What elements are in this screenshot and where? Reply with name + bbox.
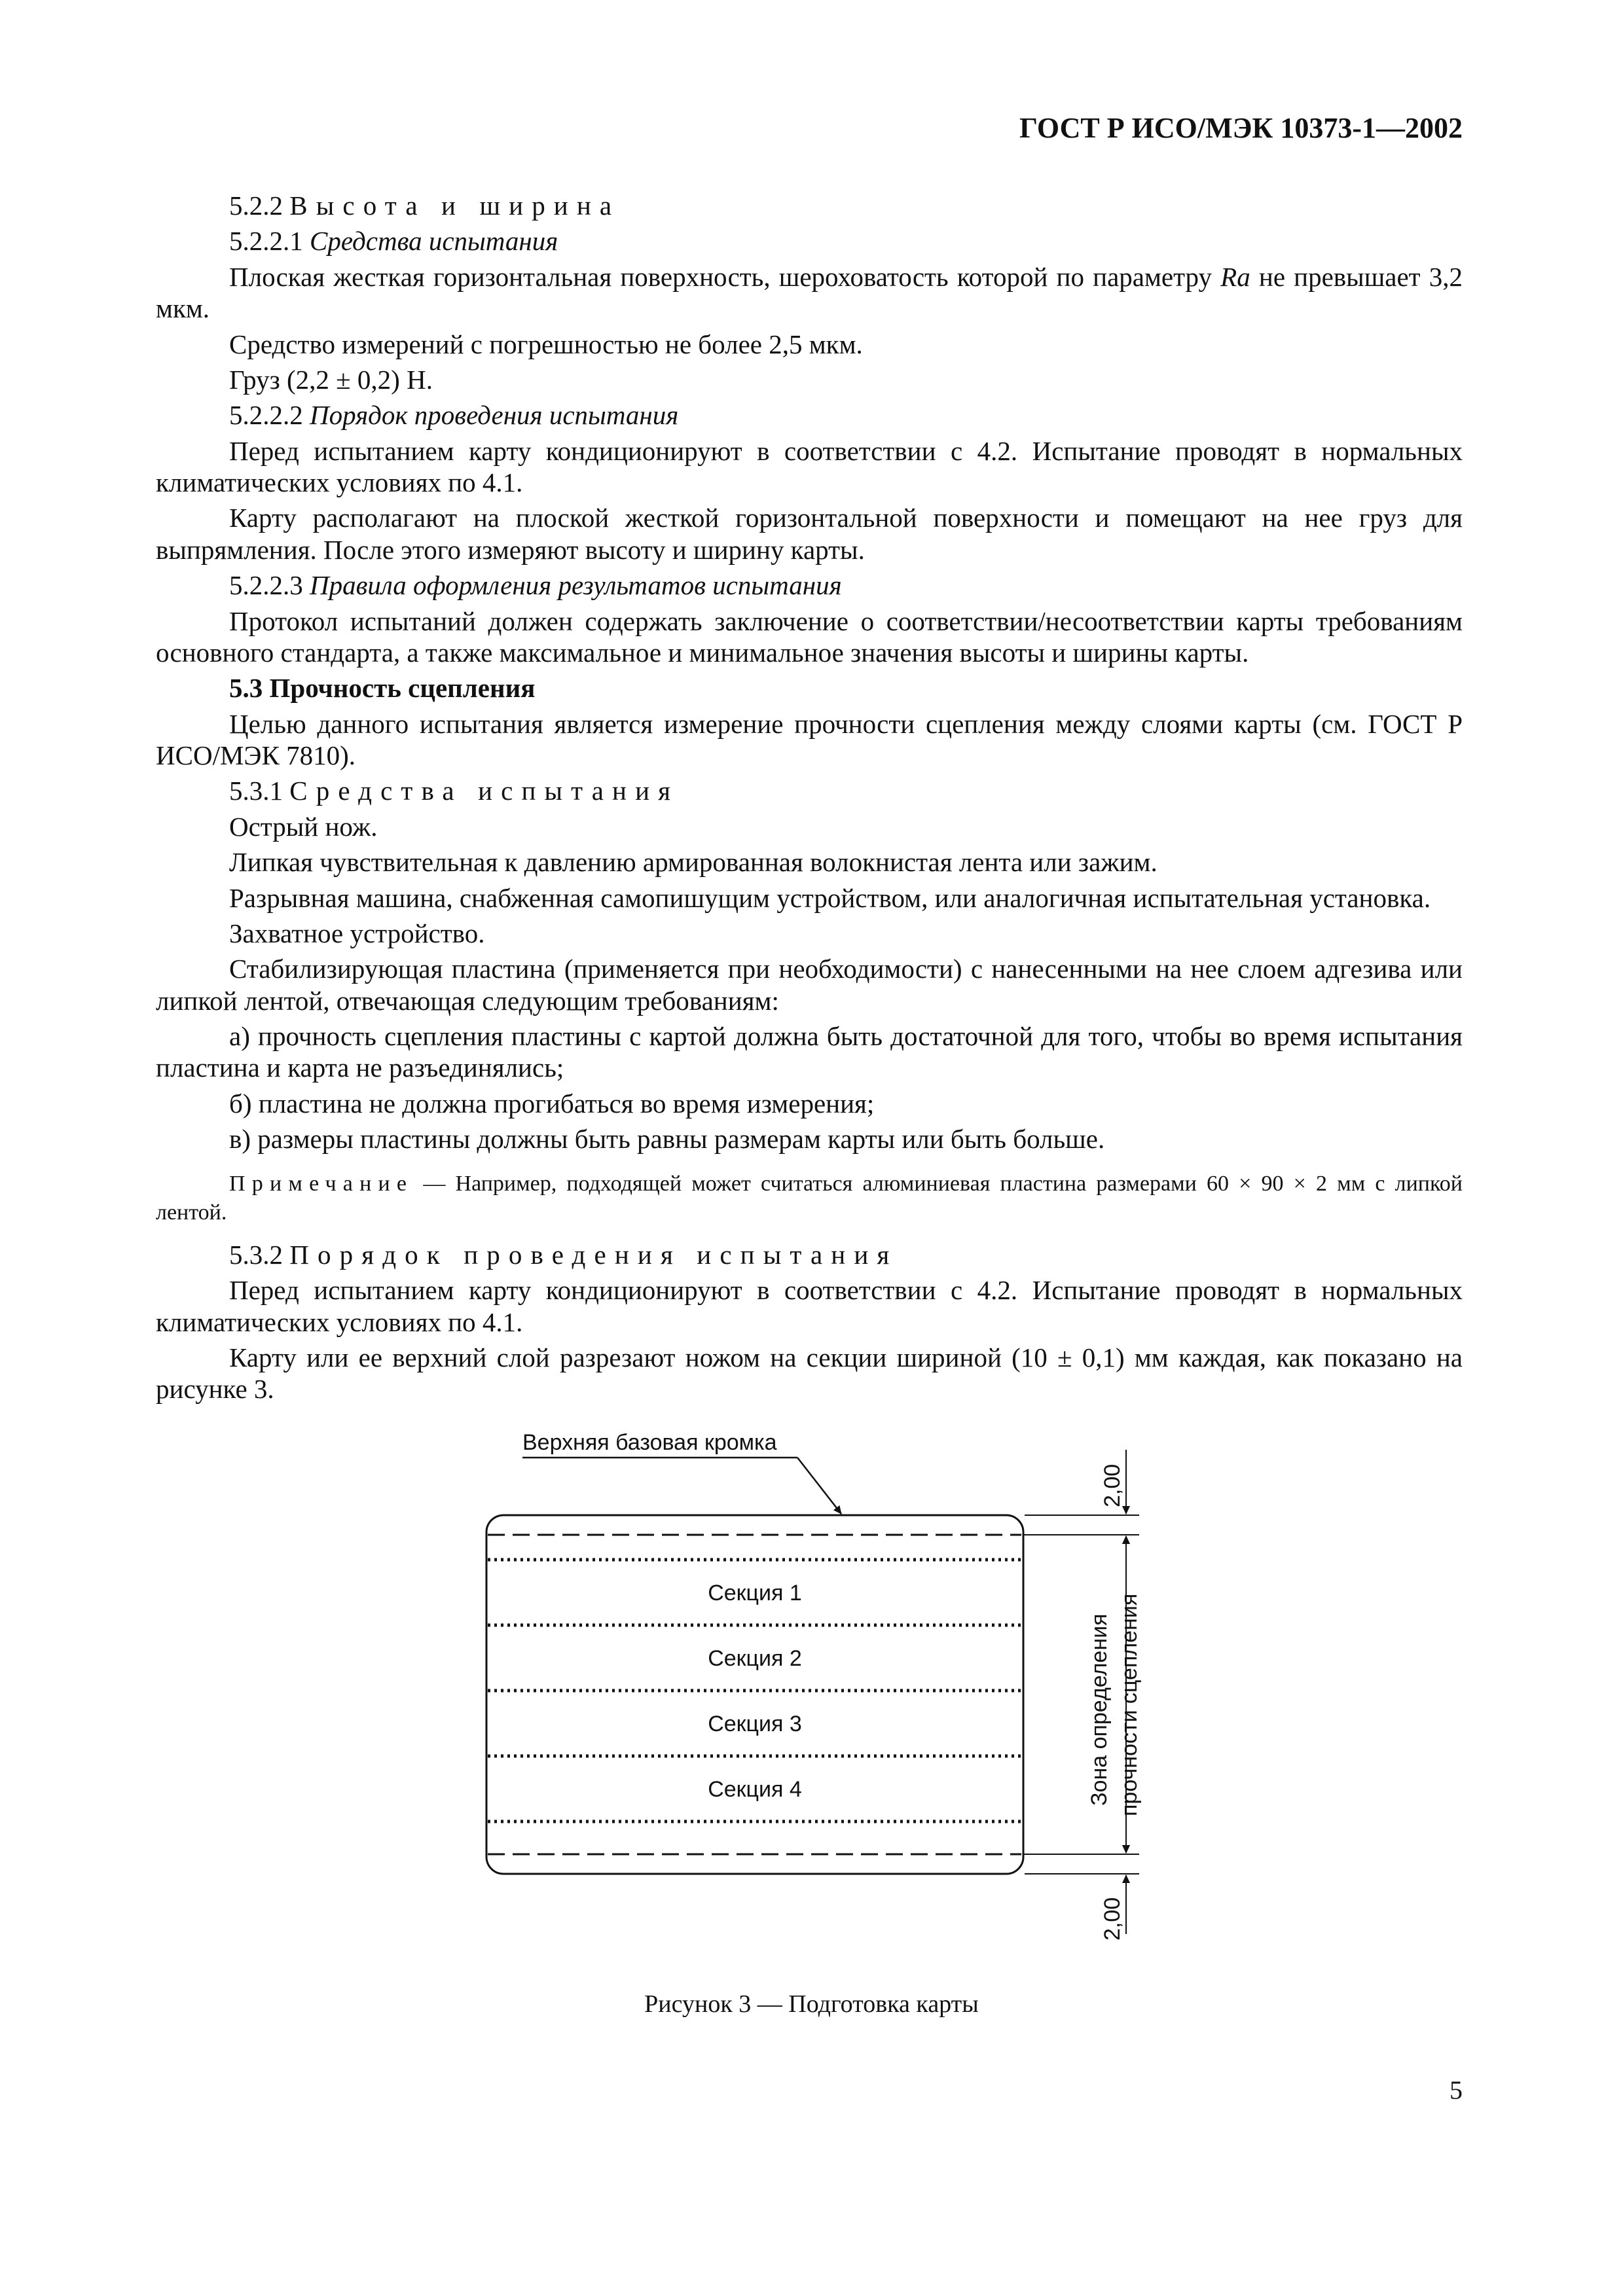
list-item: а) прочность сцепления пластины с картой должна быть достаточной для того, чтобы во время испытания пластина и карта не разъединялись; — [156, 1021, 1463, 1083]
section-number: 5.2.2.2 — [229, 400, 303, 431]
section-title: Правила оформления результатов испытания — [310, 570, 842, 601]
section-label: Секция 2 — [708, 1646, 802, 1671]
section-5-3-2-heading — [156, 1239, 1463, 1270]
section-title: Средства испытания — [289, 776, 680, 806]
leader-arrow — [797, 1458, 841, 1514]
section-5-2-2-heading — [156, 190, 1463, 221]
dimension-bottom-label: 2,00 — [1100, 1897, 1125, 1941]
paragraph: Острый нож. — [229, 811, 378, 842]
section-number: 5.2.2 — [229, 190, 283, 221]
section-number: 5.3.2 — [229, 1239, 283, 1270]
section-5-2-2-3-heading — [156, 569, 1463, 601]
paragraph: Перед испытанием карту кондиционируют в соответствии с 4.2. Испытание проводят в нормальных климатических условиях по 4.1. — [156, 1275, 1463, 1337]
section-title: Средства испытания — [310, 226, 558, 257]
top-edge-label: Верхняя базовая кромка — [522, 1430, 777, 1455]
section-label: Секция 3 — [708, 1712, 802, 1736]
figure-card-preparation — [458, 1424, 1178, 1960]
section-label: Секция 1 — [708, 1581, 802, 1605]
card-diagram — [458, 1424, 1178, 1960]
section-5-2-2-1-heading — [156, 225, 1463, 257]
page-number: 5 — [1450, 2075, 1463, 2105]
paragraph: Карту располагают на плоской жесткой горизонтальной поверхности и помещают на нее груз для выпрямления. После этого измеряют высоту и ширину карты. — [156, 503, 1463, 565]
note-label: Примечание — [229, 1171, 414, 1196]
section-number: 5.3.1 — [229, 776, 283, 806]
paragraph: Перед испытанием карту кондиционируют в соответствии с 4.2. Испытание проводят в нормальных климатических условиях по 4.1. — [156, 435, 1463, 497]
section-5-3-heading: 5.3 Прочность сцепления — [229, 673, 536, 704]
paragraph: Захватное устройство. — [229, 918, 485, 948]
list-item: б) пластина не должна прогибаться во время измерения; — [229, 1088, 875, 1119]
section-5-3-1-heading — [156, 775, 1463, 806]
section-number: 5.2.2.3 — [229, 570, 303, 601]
note — [156, 1170, 1463, 1227]
figure-caption: Рисунок 3 — Подготовка карты — [644, 1990, 979, 2018]
section-number: 5.2.2.1 — [229, 226, 303, 257]
section-title: Порядок проведения испытания — [310, 400, 679, 431]
paragraph: Целью данного испытания является измерение прочности сцепления между слоями карты (см. ГОСТ Р ИСО/МЭК 7810). — [156, 708, 1463, 770]
text-run: не превышает 3,2 мкм. — [156, 261, 1463, 324]
paragraph: Протокол испытаний должен содержать заключение о соответствии/несоответствии карты требованиям основного стандарта, а также максимальное и минимальное значения высоты и ширины карты. — [156, 605, 1463, 668]
zone-label-line1: Зона определения — [1087, 1613, 1112, 1806]
section-title: Порядок проведения испытания — [289, 1239, 898, 1270]
section-label: Секция 4 — [708, 1777, 802, 1802]
paragraph: Стабилизирующая пластина (применяется при необходимости) с нанесенными на нее слоем адгезива или липкой лентой, отвечающая следующим требованиям: — [156, 954, 1463, 1016]
paragraph: Средство измерений с погрешностью не более 2,5 мкм. — [229, 329, 863, 359]
paragraph: Карту или ее верхний слой разрезают ножом на секции шириной (10 ± 0,1) мм каждая, как показано на рисунке 3. — [156, 1342, 1463, 1405]
section-5-2-2-2-heading — [156, 399, 1463, 431]
text-run: Ra — [1220, 261, 1250, 292]
paragraph — [156, 261, 1463, 325]
paragraph: Разрывная машина, снабженная самопишущим устройством, или аналогичная испытательная установка. — [229, 882, 1431, 913]
document-body — [156, 190, 1463, 1409]
list-item: в) размеры пластины должны быть равны размерам карты или быть больше. — [229, 1124, 1105, 1155]
note-text: — Например, подходящей может считаться алюминиевая пластина размерами 60 × 90 × 2 мм с липкой лентой. — [156, 1171, 1463, 1225]
section-title: Высота и ширина — [289, 190, 621, 221]
paragraph: Липкая чувствительная к давлению армированная волокнистая лента или зажим. — [229, 847, 1158, 878]
paragraph: Груз (2,2 ± 0,2) Н. — [229, 364, 433, 395]
text-run: Плоская жесткая горизонтальная поверхность, шероховатость которой по параметру — [229, 261, 1221, 292]
document-header: ГОСТ Р ИСО/МЭК 10373-1—2002 — [1019, 112, 1463, 144]
zone-label-line2: прочности сцепления — [1117, 1593, 1142, 1816]
dimension-top-label: 2,00 — [1100, 1463, 1125, 1507]
